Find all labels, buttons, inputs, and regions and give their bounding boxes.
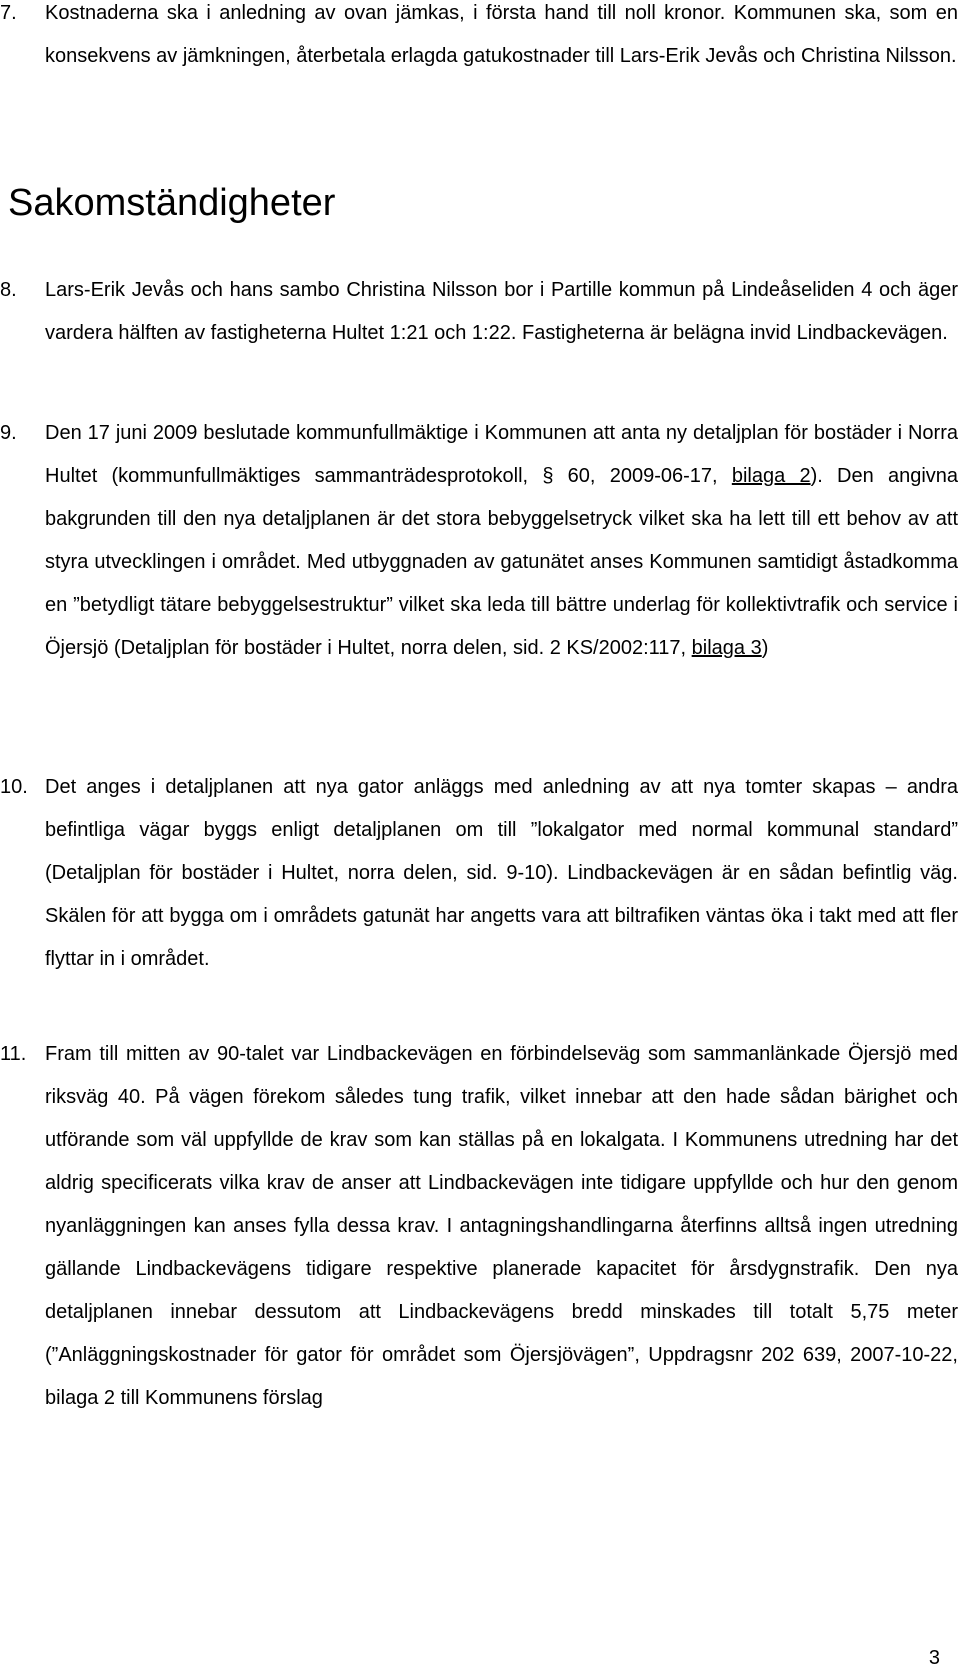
paragraph-text: Kostnaderna ska i anledning av ovan jämkas, i första hand till noll kronor. Kommunen ska, som en konsekvens av jämkningen, återbetala erlagda gatukostnader till Lars-Erik Jevås och Christina Nilsson.: [45, 2, 958, 67]
text-run: ): [761, 637, 769, 659]
attachment-link[interactable]: bilaga 3: [691, 637, 762, 659]
paragraph-number: 10.: [0, 776, 28, 798]
paragraph-text: Lars-Erik Jevås och hans sambo Christina Nilsson bor i Partille kommun på Lindeåseliden 4 och äger vardera hälften av fastigheterna Hultet 1:21 och 1:22. Fastigheterna är belägna invid Lindbackevägen.: [45, 279, 958, 344]
paragraph-number: 9.: [0, 422, 17, 444]
paragraph-text: Fram till mitten av 90-talet var Lindbackevägen en förbindelseväg som sammanlänkade Öjersjö med riksväg 40. På vägen förekom således tung trafik, vilket innebar att den hade sådan bärighet och utförande som väl uppfyllde de krav som kan ställas på en lokalgata. I Kommunens utredning har det aldrig specificerats vilka krav de anser att Lindbackevägen inte tidigare uppfyllde och hur den genom nyanläggningen kan anses fylla dessa krav. I antagningshandlingarna återfinns alltså ingen utredning gällande Lindbackevägens tidigare respektive planerade kapacitet för årsdygnstrafik. Den nya detaljplanen innebar dessutom att Lindbackevägens bredd minskades till totalt 5,75 meter (”Anläggningskostnader för gator för området som Öjersjövägen”, Uppdragsnr 202 639, 2007-10-22, bilaga 2 till Kommunens förslag: [45, 1043, 958, 1409]
text-run: Den 17 juni 2009 beslutade kommunfullmäktige i Kommunen att anta ny detaljplan för bostäder i Norra Hultet (kommunfullmäktiges sammanträdesprotokoll, § 60, 2009-06-17,: [45, 422, 958, 487]
attachment-link[interactable]: bilaga 2: [731, 465, 811, 487]
paragraph-number: 8.: [0, 279, 17, 301]
section-heading: Sakomständigheter: [8, 182, 336, 224]
text-run: ). Den angivna bakgrunden till den nya detaljplanen är det stora bebyggelsetryck vilket ska ha lett till ett behov av att styra utvecklingen i området. Med utbyggnaden av gatunätet anses Kommunen samtidigt åstadkomma en ”betydligt tätare bebyggelsestruktur” vilket ska leda till bättre underlag för kollektivtrafik och service i Öjersjö (Detaljplan för bostäder i Hultet, norra delen, sid. 2 KS/2002:117,: [45, 465, 959, 659]
paragraph-text: [45, 412, 958, 670]
paragraph-number: 7.: [0, 2, 17, 24]
paragraph-number: 11.: [0, 1043, 27, 1065]
paragraph-text: Det anges i detaljplanen att nya gator anläggs med anledning av att nya tomter skapas – andra befintliga vägar byggs enligt detaljplanen om till ”lokalgator med normal kommunal standard” (Detaljplan för bostäder i Hultet, norra delen, sid. 9-10). Lindbackevägen är en sådan befintlig väg. Skälen för att bygga om i områdets gatunät har angetts vara att biltrafiken väntas öka i takt med att fler flyttar in i området.: [45, 776, 958, 970]
page-number: 3: [928, 1647, 940, 1669]
